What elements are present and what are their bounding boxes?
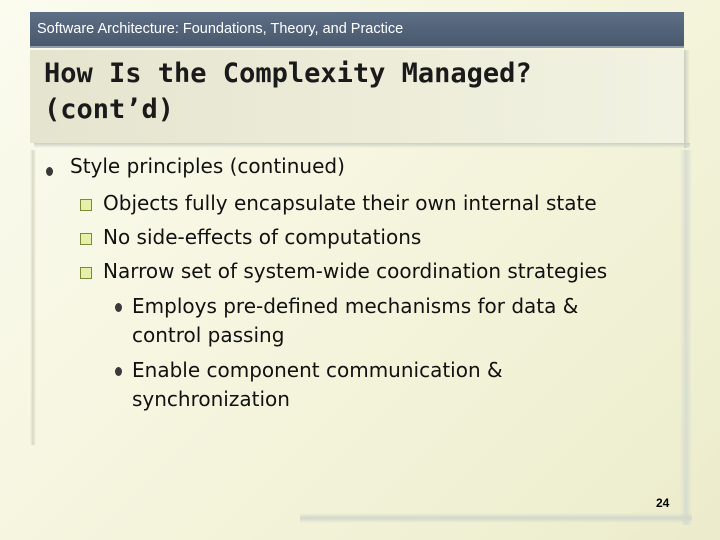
square-bullet-icon xyxy=(80,267,92,279)
round-bullet-icon xyxy=(115,367,122,376)
course-title: Software Architecture: Foundations, Theory, and Practice xyxy=(37,21,404,37)
round-bullet-icon xyxy=(46,167,53,176)
bullet-level2-coordination: Narrow set of system-wide coordination strategies xyxy=(103,259,608,283)
round-bullet-icon xyxy=(115,303,122,312)
bullet-level2-objects: Objects fully encapsulate their own internal state xyxy=(103,191,597,215)
square-bullet-icon xyxy=(80,199,92,211)
bullet-level1-style-principles: Style principles (continued) xyxy=(70,154,345,178)
bullet-level3-enable-line1: Enable component communication & xyxy=(132,358,503,382)
slide-title-line-2: (cont’d) xyxy=(44,94,175,125)
bullet-level3-employs-line1: Employs pre-defined mechanisms for data & xyxy=(132,294,579,318)
bullet-level2-side-effects: No side-effects of computations xyxy=(103,225,422,249)
square-bullet-icon xyxy=(80,233,92,245)
slide-title-line-1: How Is the Complexity Managed? xyxy=(44,58,532,89)
bullet-level3-enable-line2: synchronization xyxy=(132,387,290,411)
page-number: 24 xyxy=(656,496,670,510)
bullet-level3-employs-line2: control passing xyxy=(132,323,285,347)
